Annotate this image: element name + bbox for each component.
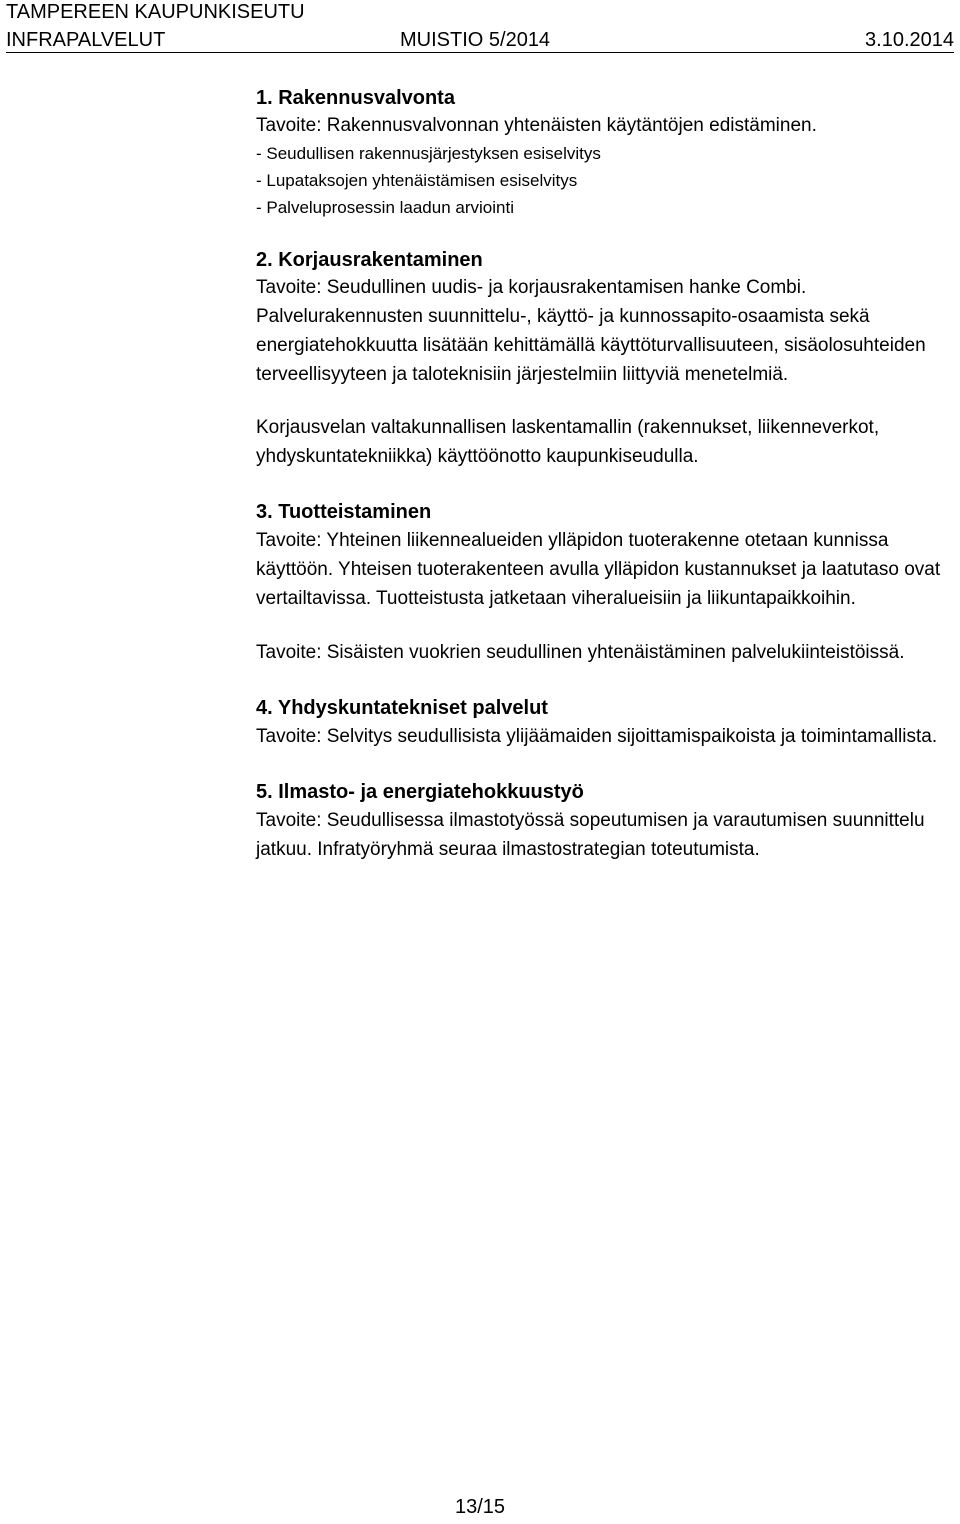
header-doc: MUISTIO 5/2014 [400,29,551,51]
section-title: 2. Korjausrakentaminen [256,249,483,271]
section-title: 4. Yhdyskuntatekniset palvelut [256,697,548,719]
section-tuotteistaminen [256,498,954,667]
page-number: 13/15 [454,1496,506,1518]
section-goal: Tavoite: Seudullinen uudis- ja korjausrakentamisen hanke Combi. [256,277,807,298]
bullet-item: - Seudullisen rakennusjärjestyksen esiselvitys [256,144,601,163]
header-org: TAMPEREEN KAUPUNKISEUTU [6,1,305,23]
bullet-item: - Palveluprosessin laadun arviointi [256,198,514,217]
section-paragraph: Tavoite: Yhteinen liikennealueiden ylläpidon tuoterakenne otetaan kunnissa käyttöön. Yhteisen tuoterakenteen avulla ylläpidon kustannukset ja laatutaso ovat vertailtavissa. Tuotteistusta jatketaan viheralueisiin ja liikuntapaikkoihin. [256,530,941,609]
section-korjausrakentaminen [256,246,954,471]
section-paragraph: Korjausvelan valtakunnallisen laskentamallin (rakennukset, liikenneverkot, yhdyskuntatekniikka) käyttöönotto kaupunkiseudulla. [256,417,880,467]
header-row [6,28,954,53]
section-goal: Tavoite: Rakennusvalvonnan yhtenäisten käytäntöjen edistäminen. [256,115,817,136]
section-title: 3. Tuotteistaminen [256,501,432,523]
section-paragraph: Tavoite: Selvitys seudullisista ylijäämaiden sijoittamispaikoista ja toimintamallista. [256,726,938,747]
section-paragraph: Palvelurakennusten suunnittelu-, käyttö- ja kunnossapito-osaamista sekä energiatehokkuutta lisätään kehittämällä käyttöturvallisuuteen, sisäolosuhteiden terveellisyyteen ja taloteknisiin järjestelmiin liittyviä menetelmiä. [256,306,926,385]
header-date: 3.10.2014 [865,29,954,51]
section-paragraph: Tavoite: Sisäisten vuokrien seudullinen yhtenäistäminen palvelukiinteistöissä. [256,642,905,663]
memo-content [256,84,954,864]
bullet-item: - Lupataksojen yhtenäistämisen esiselvitys [256,171,578,190]
section-yhdyskuntatekniset-palvelut [256,694,954,751]
section-title: 1. Rakennusvalvonta [256,87,455,109]
header-dept: INFRAPALVELUT [6,29,166,51]
section-paragraph: Tavoite: Seudullisessa ilmastotyössä sopeutumisen ja varautumisen suunnittelu jatkuu. Infratyöryhmä seuraa ilmastostrategian toteutumista. [256,810,925,860]
section-ilmasto-energiatehokkuus [256,778,954,864]
section-title: 5. Ilmasto- ja energiatehokkuustyö [256,781,584,803]
section-rakennusvalvonta [256,84,954,221]
